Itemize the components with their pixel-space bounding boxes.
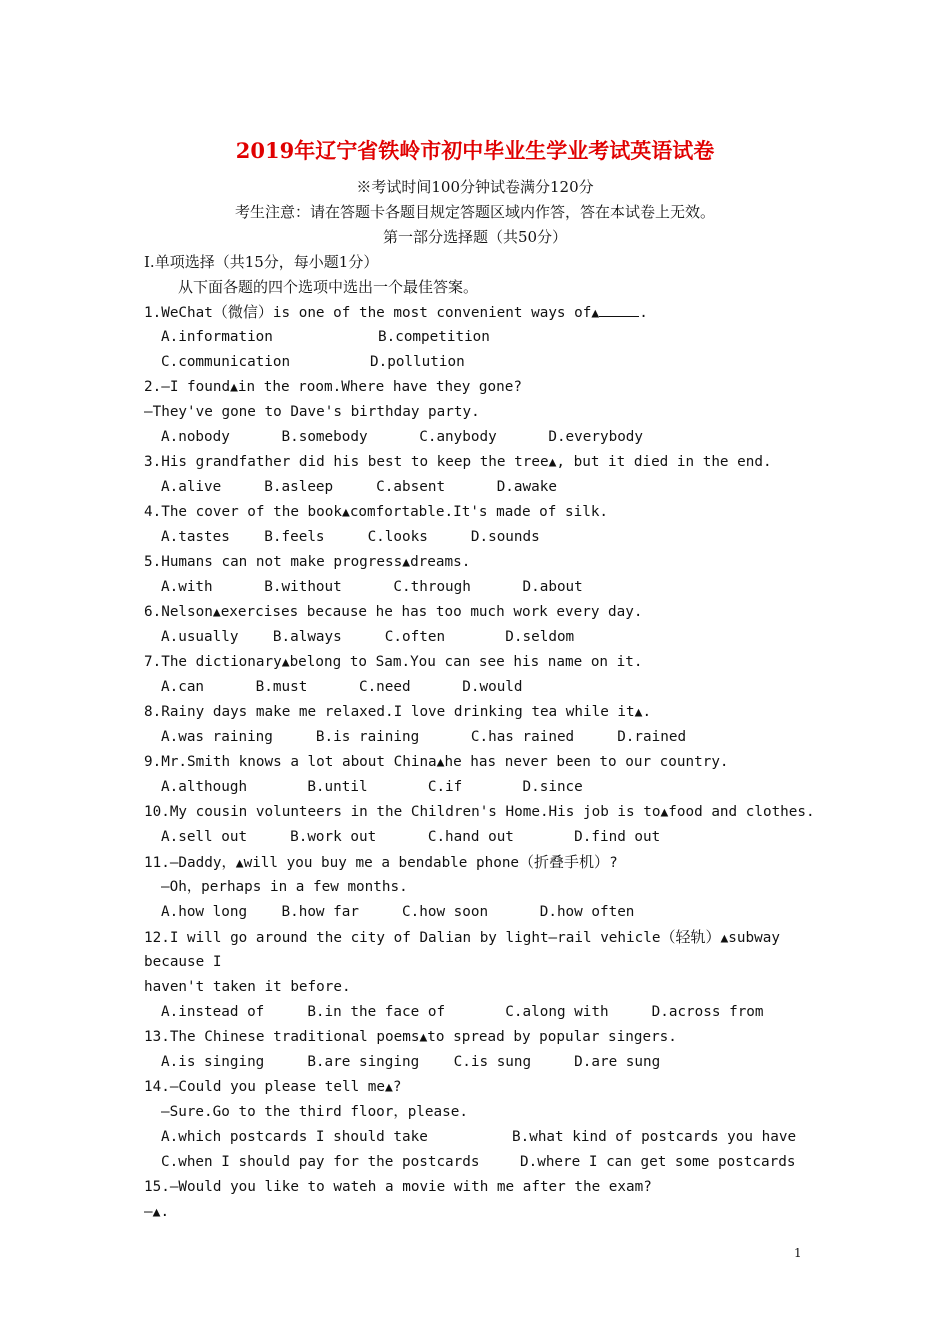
question-10: 10.My cousin volunteers in the Children's Home.His job is to▲food and clothes. xyxy=(144,804,815,820)
question-3: 3.His grandfather did his best to keep the tree▲, but it died in the end. xyxy=(144,454,772,470)
option-b: B.what kind of postcards you have xyxy=(512,1129,797,1145)
question-8-options: A.was raining B.is raining C.has rained D.rained xyxy=(161,729,687,745)
question-12-continued: because I xyxy=(144,954,222,970)
option-d: D.where I can get some postcards xyxy=(520,1154,796,1170)
blank-marker: ▲ xyxy=(419,1030,428,1045)
question-12-continued: haven't taken it before. xyxy=(144,979,351,995)
question-15: 15.—Would you like to wateh a movie with me after the exam? xyxy=(144,1179,652,1195)
question-2-options: A.nobody B.somebody C.anybody D.everybody xyxy=(161,429,644,445)
question-4: 4.The cover of the book▲comfortable.It's made of silk. xyxy=(144,504,609,520)
blank-marker: ▲ xyxy=(230,380,238,395)
question-11: 11.—Daddy，▲will you buy me a bendable phone（折叠手机）? xyxy=(144,853,618,871)
option-a: A.which postcards I should take xyxy=(161,1129,428,1145)
part-one-heading: 第一部分选择题（共50分） xyxy=(382,228,568,246)
option-c: C.communication xyxy=(161,354,291,370)
blank-marker: ▲ xyxy=(212,605,221,620)
blank-marker: ▲ xyxy=(720,931,729,946)
question-2: 2.—I found▲in the room.Where have they gone? xyxy=(144,379,522,395)
exam-info: ※考试时间100分钟试卷满分120分 xyxy=(356,178,594,196)
question-6-options: A.usually B.always C.often D.seldom xyxy=(161,629,575,645)
option-d: D.pollution xyxy=(370,354,465,370)
question-1: 1.WeChat（微信）is one of the most convenient ways of▲ . xyxy=(144,303,648,321)
page-number: 1 xyxy=(794,1246,802,1260)
exam-title: 2019年辽宁省铁岭市初中毕业生学业考试英语试卷 xyxy=(235,138,715,163)
question-14-reply: —Sure.Go to the third floor，please. xyxy=(161,1104,468,1120)
question-15-reply: —▲. xyxy=(144,1204,170,1220)
question-12-options: A.instead of B.in the face of C.along with D.across from xyxy=(161,1004,764,1020)
blank-marker: ▲ xyxy=(634,705,643,720)
question-11-reply: —Oh，perhaps in a few months. xyxy=(161,879,408,895)
blank-marker: ▲ xyxy=(281,655,290,670)
question-5-options: A.with B.without C.through D.about xyxy=(161,579,583,595)
question-9-options: A.although B.until C.if D.since xyxy=(161,779,583,795)
question-3-options: A.alive B.asleep C.absent D.awake xyxy=(161,479,557,495)
blank-marker: ▲ xyxy=(152,1205,161,1220)
blank-marker: ▲ xyxy=(235,856,244,871)
question-5: 5.Humans can not make progress▲dreams. xyxy=(144,554,471,570)
blank-marker: ▲ xyxy=(660,805,669,820)
question-13: 13.The Chinese traditional poems▲to spread by popular singers. xyxy=(144,1029,677,1045)
question-7-options: A.can B.must C.need D.would xyxy=(161,679,523,695)
question-2-reply: —They've gone to Dave's birthday party. xyxy=(144,404,480,420)
option-a: A.information xyxy=(161,329,273,345)
option-c: C.when I should pay for the postcards xyxy=(161,1154,480,1170)
blank-marker: ▲ xyxy=(436,755,445,770)
question-7: 7.The dictionary▲belong to Sam.You can see his name on it. xyxy=(144,654,643,670)
option-b: B.competition xyxy=(378,329,490,345)
blank-marker: ▲ xyxy=(402,555,411,570)
answer-blank xyxy=(599,304,639,317)
blank-marker: ▲ xyxy=(341,505,350,520)
section-heading: I.单项选择（共15分，每小题1分） xyxy=(144,253,379,271)
question-14: 14.—Could you please tell me▲? xyxy=(144,1079,402,1095)
section-instruction: 从下面各题的四个选项中选出一个最佳答案。 xyxy=(178,278,479,296)
blank-marker: ▲ xyxy=(548,455,557,470)
question-9: 9.Mr.Smith knows a lot about China▲he has never been to our country. xyxy=(144,754,729,770)
blank-marker: ▲ xyxy=(591,306,600,321)
question-6: 6.Nelson▲exercises because he has too much work every day. xyxy=(144,604,643,620)
question-8: 8.Rainy days make me relaxed.I love drinking tea while it▲. xyxy=(144,704,652,720)
question-4-options: A.tastes B.feels C.looks D.sounds xyxy=(161,529,540,545)
blank-marker: ▲ xyxy=(385,1080,393,1095)
question-10-options: A.sell out B.work out C.hand out D.find out xyxy=(161,829,661,845)
question-12: 12.I will go around the city of Dalian by light—rail vehicle（轻轨）▲subway xyxy=(144,928,780,946)
question-11-options: A.how long B.how far C.how soon D.how often xyxy=(161,904,635,920)
exam-notice: 考生注意：请在答题卡各题目规定答题区域内作答，答在本试卷上无效。 xyxy=(234,203,715,221)
question-13-options: A.is singing B.are singing C.is sung D.are sung xyxy=(161,1054,661,1070)
